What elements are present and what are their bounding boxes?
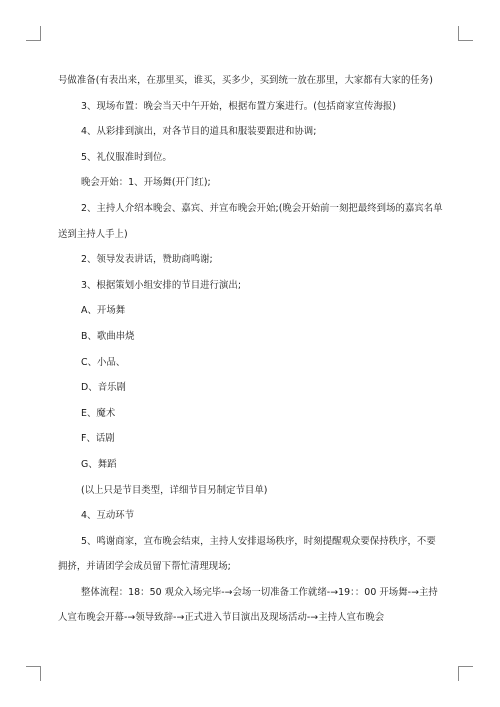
list-item: E、魔术 [81,407,116,419]
paragraph: 3、根据策划小组安排的节目进行演出; [81,279,242,291]
crop-mark-top-left [26,26,41,41]
list-item: G、舞蹈 [81,458,117,470]
list-item: B、歌曲串烧 [81,330,135,342]
paragraph: (以上只是节目类型，详细节目另制定节目单) [81,484,268,496]
paragraph: 3、现场布置：晚会当天中午开始，根据布置方案进行。(包括商家宣传海报) [81,100,397,112]
list-item: F、话剧 [81,433,115,445]
list-item: C、小品、 [81,356,126,368]
paragraph: 2、领导发表讲话，赞助商鸣谢; [81,254,213,266]
paragraph: 4、互动环节 [81,510,135,522]
paragraph: 晚会开始：1、开场舞(开门红); [81,177,211,189]
paragraph: 2、主持人介绍本晚会、嘉宾、并宣布晚会开始;(晚会开始前一刻把最终到场的嘉宾名单送到主持人手上) [58,202,443,240]
paragraph: 号做准备(有表出来，在那里买，谁买，买多少，买到统一放在那里，大家都有大家的任务) [58,75,433,86]
document-body [58,68,444,631]
paragraph: 5、礼仪服准时到位。 [81,151,172,163]
list-item: A、开场舞 [81,305,126,317]
crop-mark-bottom-left [26,666,41,681]
list-item: D、音乐剧 [81,382,126,394]
paragraph: 4、从彩排到演出，对各节目的道具和服装要跟进和协调; [81,126,317,138]
crop-mark-bottom-right [458,666,473,681]
paragraph: 5、鸣谢商家，宣布晚会结束，主持人安排退场秩序，时刻提醒观众要保持秩序，不要拥挤，并请团学会成员留下帮忙清理现场; [58,535,436,573]
paragraph: 整体流程：18：50 观众入场完毕-→会场一切准备工作就绪-→19：：00 开场舞-→主持人宣布晚会开幕-→领导致辞-→正式进入节目演出及现场活动-→主持人宣布晚会 [58,586,438,624]
crop-mark-top-right [458,26,473,41]
